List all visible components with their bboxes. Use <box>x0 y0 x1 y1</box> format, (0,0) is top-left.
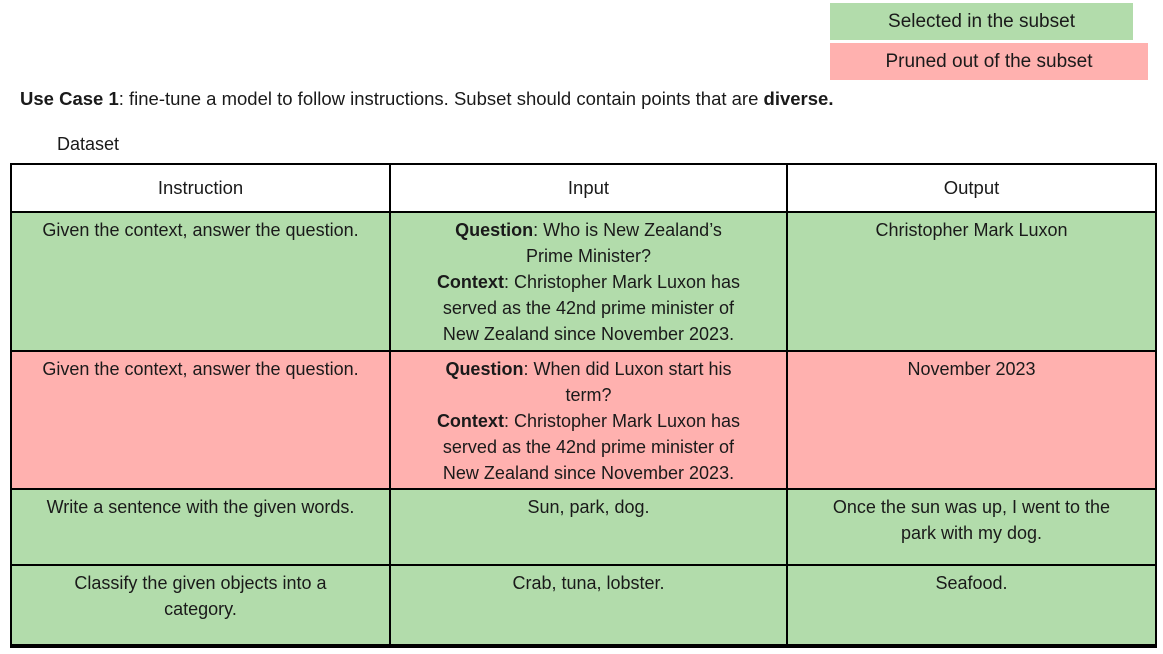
output-cell: Christopher Mark Luxon <box>787 212 1156 351</box>
legend-pruned-label: Pruned out of the subset <box>885 50 1093 72</box>
use-case-body: : fine-tune a model to follow instructions. Subset should contain points that are <box>118 88 764 109</box>
header-instruction: Instruction <box>11 164 390 212</box>
use-case-title: Use Case 1 <box>20 88 119 109</box>
output-cell: Once the sun was up, I went to the park with my dog. <box>787 489 1156 565</box>
input-part: Question: When did Luxon start his term? <box>445 359 732 405</box>
input-cell <box>390 212 787 351</box>
input-part: Context: Christopher Mark Luxon has served as the 42nd prime minister of New Zealand since November 2023. <box>436 411 741 483</box>
header-output: Output <box>787 164 1156 212</box>
input-cell <box>390 565 787 646</box>
output-cell: Seafood. <box>787 565 1156 646</box>
input-part: Context: Christopher Mark Luxon has served as the 42nd prime minister of New Zealand since November 2023. <box>436 272 741 344</box>
use-case-emphasis: diverse. <box>763 88 834 109</box>
legend-item-pruned <box>830 43 1148 80</box>
instruction-cell: Given the context, answer the question. <box>11 351 390 489</box>
legend <box>830 3 1148 80</box>
instruction-cell: Write a sentence with the given words. <box>11 489 390 565</box>
instruction-cell: Given the context, answer the question. <box>11 212 390 351</box>
input-cell <box>390 489 787 565</box>
legend-item-selected <box>830 3 1133 40</box>
dataset-body <box>11 212 1156 646</box>
output-cell: November 2023 <box>787 351 1156 489</box>
input-part: Crab, tuna, lobster. <box>512 573 665 593</box>
legend-selected-label: Selected in the subset <box>888 10 1075 32</box>
table-row <box>11 489 1156 565</box>
input-part: Sun, park, dog. <box>527 497 650 517</box>
table-caption: Dataset <box>57 134 120 154</box>
input-part: Question: Who is New Zealand’s Prime Minister? <box>455 220 722 266</box>
header-row <box>11 164 1156 212</box>
use-case-sentence <box>20 88 833 110</box>
instruction-cell: Classify the given objects into a category. <box>11 565 390 646</box>
table-row <box>11 351 1156 489</box>
table-row <box>11 212 1156 351</box>
dataset-table <box>10 163 1157 648</box>
input-cell <box>390 351 787 489</box>
table-row <box>11 565 1156 646</box>
header-input: Input <box>390 164 787 212</box>
